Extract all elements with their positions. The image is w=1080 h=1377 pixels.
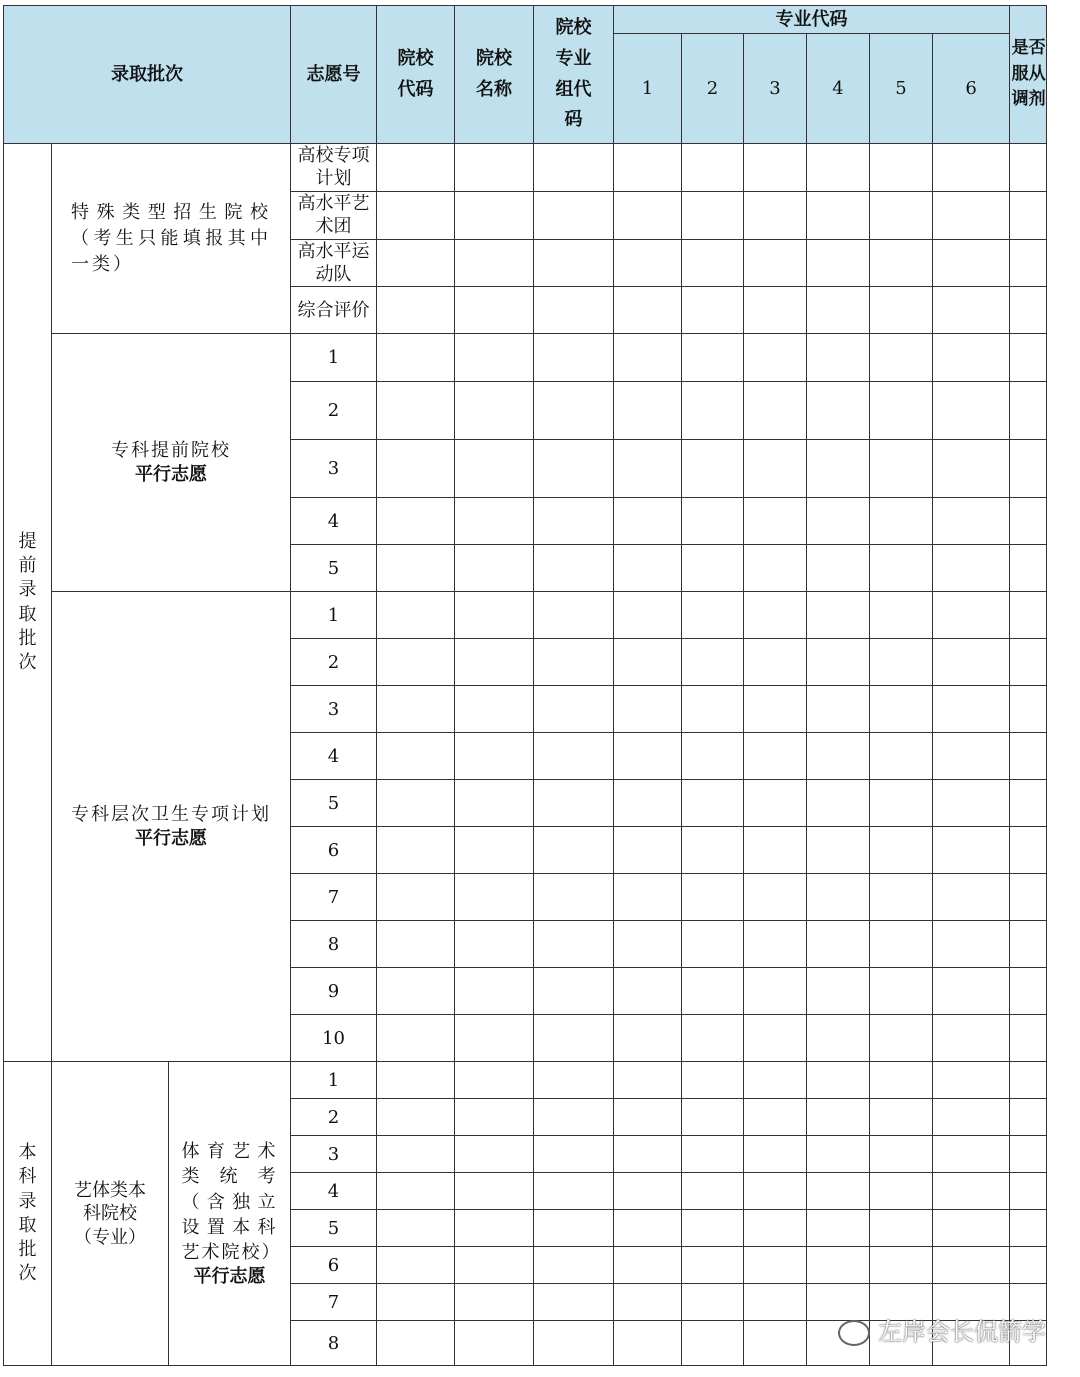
wish-number: 2 xyxy=(291,1099,377,1136)
major-col-1: 1 xyxy=(614,34,682,144)
undergrad-batch-label: 本科录取批次 xyxy=(4,1062,52,1366)
wish-number: 3 xyxy=(291,686,377,733)
wish-number: 5 xyxy=(291,780,377,827)
junior-advance-label: 专科提前院校 平行志愿 xyxy=(52,334,291,592)
wish-number: 1 xyxy=(291,1062,377,1099)
header-batch: 录取批次 xyxy=(4,6,291,144)
wish-number: 9 xyxy=(291,968,377,1015)
wechat-icon xyxy=(838,1320,870,1346)
major-col-3: 3 xyxy=(744,34,807,144)
wish-number: 4 xyxy=(291,1173,377,1210)
wish-number: 6 xyxy=(291,1247,377,1284)
wish-number: 4 xyxy=(291,733,377,780)
art-undergrad-label: 艺体类本科院校（专业） xyxy=(52,1062,169,1366)
header-group-code: 院校专业组代码 xyxy=(534,6,614,144)
special-type-label: 特殊类型招生院校（考生只能填报其中一类） xyxy=(52,144,291,334)
wish-number: 5 xyxy=(291,545,377,592)
watermark: 左岸会长侃箭学 xyxy=(838,1312,1046,1347)
health-plan-label: 专科层次卫生专项计划 平行志愿 xyxy=(52,592,291,1062)
header-wish-no: 志愿号 xyxy=(291,6,377,144)
wish-number: 8 xyxy=(291,1321,377,1366)
header-school-name: 院校名称 xyxy=(455,6,534,144)
wish-number: 1 xyxy=(291,592,377,639)
wish-number: 6 xyxy=(291,827,377,874)
major-col-6: 6 xyxy=(933,34,1010,144)
wish-number: 2 xyxy=(291,639,377,686)
advance-batch-label: 提前录取批次 xyxy=(4,144,52,1062)
wish-number: 2 xyxy=(291,382,377,440)
wish-number: 3 xyxy=(291,440,377,498)
art-exam-label: 体育艺术类统考（含独立设置本科艺术院校） 平行志愿 xyxy=(169,1062,291,1366)
special-item: 高水平艺术团 xyxy=(291,191,377,239)
header-adjust: 是否服从调剂 xyxy=(1010,6,1047,144)
wish-number: 4 xyxy=(291,498,377,545)
special-item: 高水平运动队 xyxy=(291,239,377,287)
major-col-4: 4 xyxy=(807,34,870,144)
header-school-code: 院校代码 xyxy=(377,6,455,144)
wish-number: 1 xyxy=(291,334,377,382)
wish-number: 7 xyxy=(291,874,377,921)
major-col-5: 5 xyxy=(870,34,933,144)
special-item: 综合评价 xyxy=(291,287,377,334)
wish-number: 5 xyxy=(291,1210,377,1247)
major-col-2: 2 xyxy=(682,34,744,144)
wish-number: 10 xyxy=(291,1015,377,1062)
special-item: 高校专项计划 xyxy=(291,144,377,192)
wish-number: 7 xyxy=(291,1284,377,1321)
wish-number: 3 xyxy=(291,1136,377,1173)
header-major-code: 专业代码 xyxy=(614,6,1010,34)
wish-number: 8 xyxy=(291,921,377,968)
volunteer-form-table xyxy=(3,5,1047,1366)
